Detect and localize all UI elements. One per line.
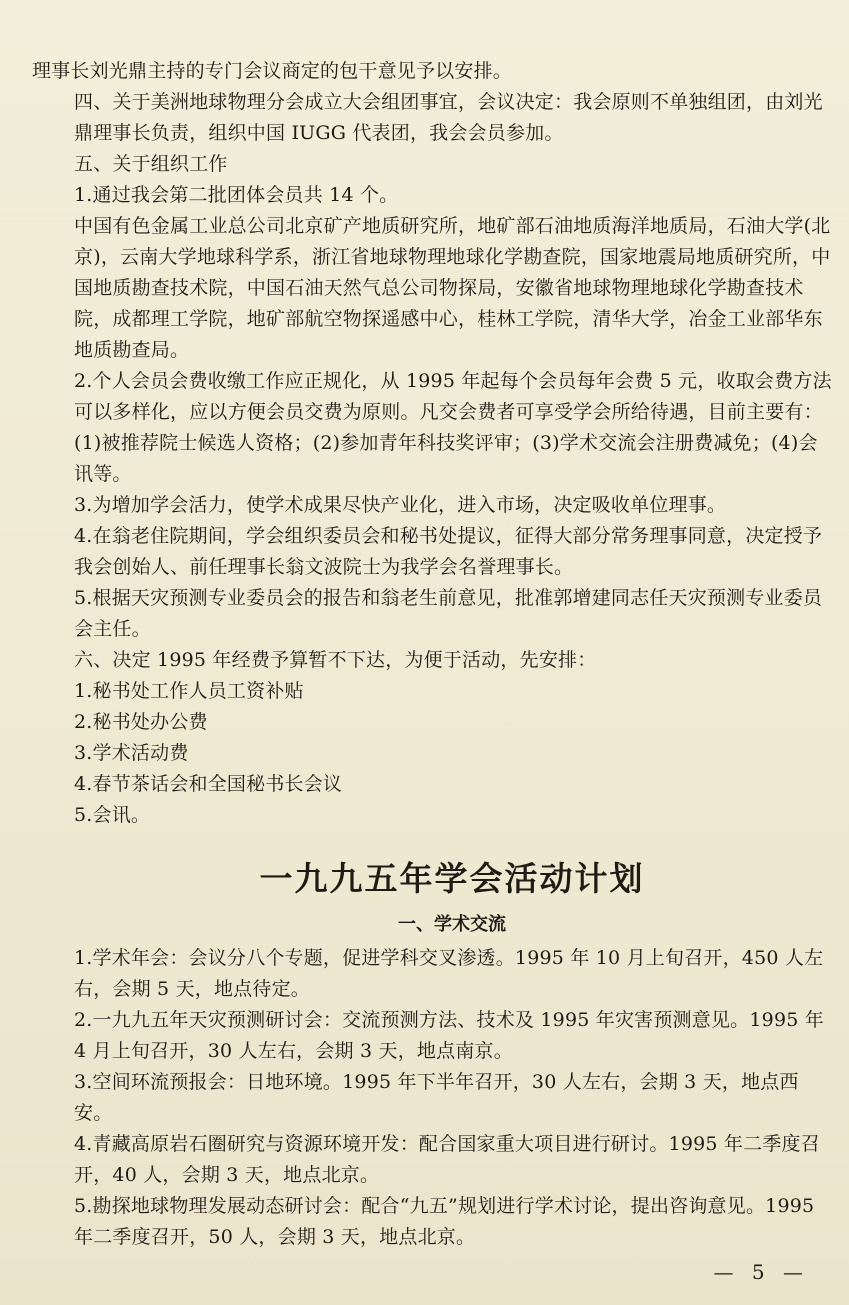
page-content <box>32 56 832 1253</box>
paragraph: 中国有色金属工业总公司北京矿产地质研究所，地矿部石油地质海洋地质局，石油大学(北京)，云南大学地球科学系，浙江省地球物理地球化学勘查院，国家地震局地质研究所，中国地质勘查技术院，中国石油天然气总公司物探局，安徽省地球物理地球化学勘查技术院，成都理工学院，地矿部航空物探遥感中心，桂林工学院，清华大学，冶金工业部华东地质勘查局。 <box>74 215 831 361</box>
paragraph: 四、关于美洲地球物理分会成立大会组团事宜，会议决定：我会原则不单独组团，由刘光鼎理事长负责，组织中国 IUGG 代表团，我会会员参加。 <box>74 91 823 144</box>
paragraph: 4.在翁老住院期间，学会组织委员会和秘书处提议，征得大部分常务理事同意，决定授予我会创始人、前任理事长翁文波院士为我学会名誉理事长。 <box>74 525 823 578</box>
list-item: 2.秘书处办公费 <box>74 711 208 733</box>
paragraph: 4.青藏高原岩石圈研究与资源环境开发：配合国家重大项目进行研讨。1995 年二季度召开，40 人，会期 3 天，地点北京。 <box>74 1133 820 1186</box>
paragraph: 1.通过我会第二批团体会员共 14 个。 <box>74 184 399 206</box>
paragraph: 理事长刘光鼎主持的专门会议商定的包干意见予以安排。 <box>32 60 513 82</box>
list-item: 1.秘书处工作人员工资补贴 <box>74 680 304 702</box>
list-item: 4.春节茶话会和全国秘书长会议 <box>74 773 343 795</box>
plan-section-heading: 一、学术交流 <box>398 914 506 935</box>
list-item: 5.会讯。 <box>74 804 151 826</box>
section-heading: 五、关于组织工作 <box>74 153 228 175</box>
paragraph: 3.为增加学会活力，使学术成果尽快产业化，进入市场，决定吸收单位理事。 <box>74 494 727 516</box>
plan-title: 一九九五年学会活动计划 <box>259 859 645 898</box>
page-number: — 5 — <box>713 1260 809 1284</box>
paragraph: 5.根据天灾预测专业委员会的报告和翁老生前意见，批准郭增建同志任天灾预测专业委员会主任。 <box>74 587 823 640</box>
paragraph: 2.个人会员会费收缴工作应正规化，从 1995 年起每个会员每年会费 5 元，收取会费方法可以多样化，应以方便会员交费为原则。凡交会费者可享受学会所给待遇，目前主要有：(1)被推荐院士候选人资格；(2)参加青年科技奖评审；(3)学术交流会注册费减免；(4)会讯等。 <box>74 370 832 485</box>
paragraph: 2.一九九五年天灾预测研讨会：交流预测方法、技术及 1995 年灾害预测意见。1995 年 4 月上旬召开，30 人左右，会期 3 天，地点南京。 <box>74 1009 824 1062</box>
paragraph: 1.学术年会：会议分八个专题，促进学科交叉渗透。1995 年 10 月上旬召开，450 人左右，会期 5 天，地点待定。 <box>74 947 824 1000</box>
paragraph: 5.勘探地球物理发展动态研讨会：配合“九五”规划进行学术讨论，提出咨询意见。1995 年二季度召开，50 人，会期 3 天，地点北京。 <box>74 1195 815 1248</box>
paragraph: 3.空间环流预报会：日地环境。1995 年下半年召开，30 人左右，会期 3 天，地点西安。 <box>74 1071 799 1124</box>
section-heading: 六、决定 1995 年经费予算暂不下达，为便于活动，先安排： <box>74 649 597 671</box>
list-item: 3.学术活动费 <box>74 742 189 764</box>
